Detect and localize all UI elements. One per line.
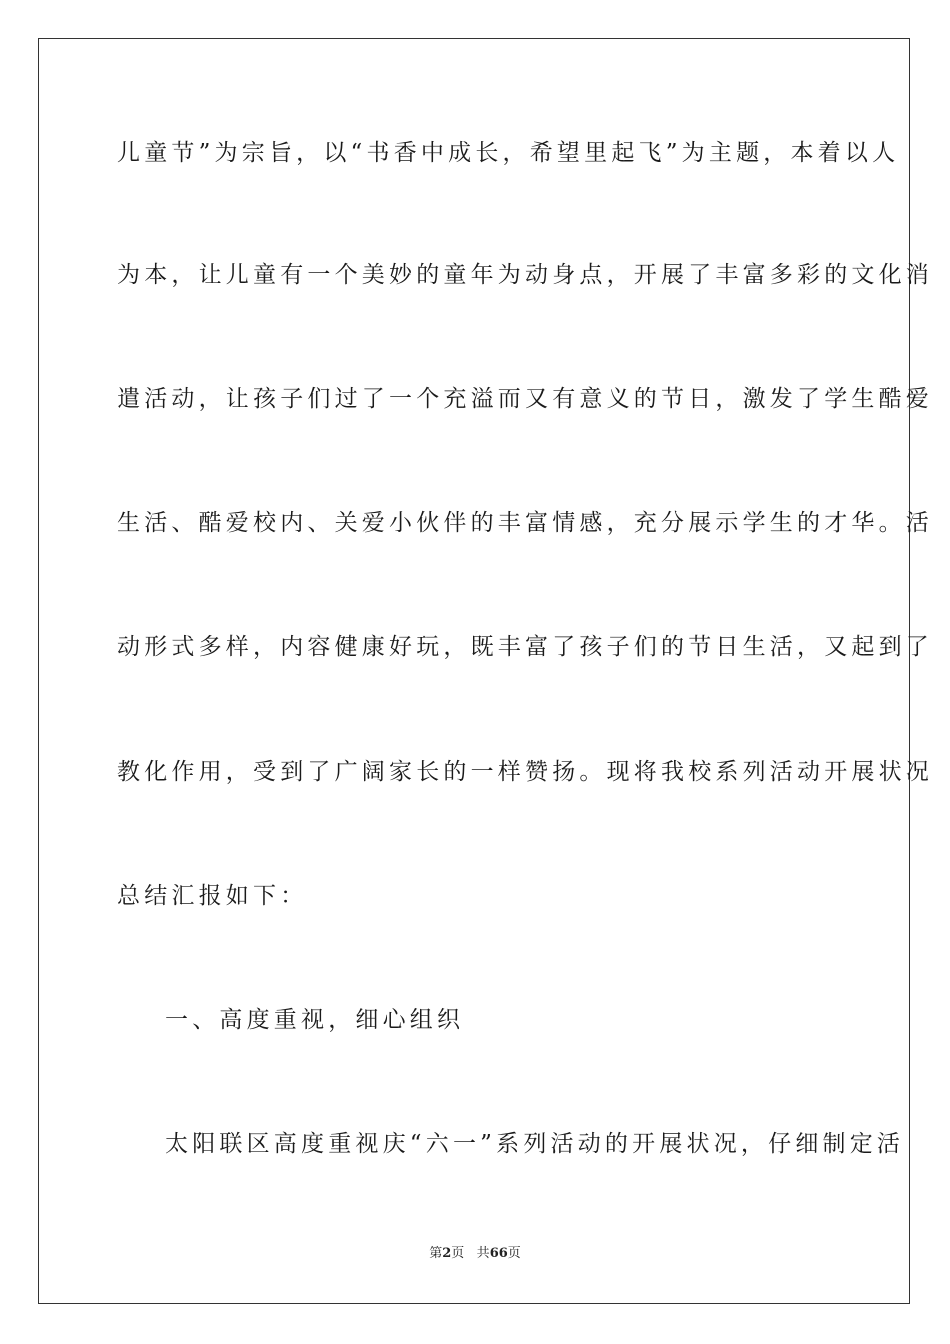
body-line-7: 总结汇报如下： — [117, 883, 308, 909]
footer-total-prefix: 共 — [476, 1246, 490, 1261]
body-line-2: 为本，让儿童有一个美妙的童年为动身点，开展了丰富多彩的文化消 — [117, 262, 933, 288]
body-line-4: 生活、酷爱校内、关爱小伙伴的丰富情感，充分展示学生的才华。活 — [117, 510, 933, 536]
page-border — [38, 38, 910, 1304]
paragraph-first-line: 太阳联区高度重视庆“六一”系列活动的开展状况，仔细制定活 — [165, 1131, 905, 1157]
section-heading: 一、高度重视，细心组织 — [165, 1007, 465, 1033]
body-line-6: 教化作用，受到了广阔家长的一样赞扬。现将我校系列活动开展状况 — [117, 759, 933, 785]
body-line-3: 遣活动，让孩子们过了一个充溢而又有意义的节日，激发了学生酷爱 — [117, 386, 933, 412]
body-line-5: 动形式多样，内容健康好玩，既丰富了孩子们的节日生活，又起到了 — [117, 634, 933, 660]
footer-page-number: 2 — [442, 1246, 452, 1261]
footer-total-pages: 66 — [489, 1246, 508, 1261]
footer-page-prefix: 第 — [429, 1246, 443, 1261]
page-footer — [0, 1245, 950, 1263]
body-line-1: 儿童节”为宗旨，以“书香中成长，希望里起飞”为主题，本着以人 — [117, 140, 900, 166]
footer-page-suffix: 页 — [451, 1246, 465, 1261]
footer-total-suffix: 页 — [507, 1246, 521, 1261]
